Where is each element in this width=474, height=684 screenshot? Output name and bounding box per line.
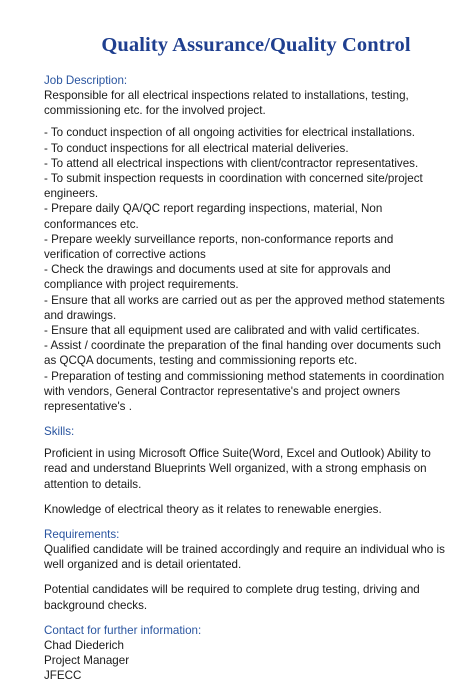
contact-role: Project Manager <box>44 654 130 668</box>
contact-heading: Contact for further information: <box>44 623 202 637</box>
job-duties-list <box>44 125 448 414</box>
skills-paragraph: Proficient in using Microsoft Office Suite(Word, Excel and Outlook) Ability to read and understand Blueprints Well organized, with a strong emphasis on attention to details. <box>44 447 431 491</box>
skills-heading: Skills: <box>44 425 75 439</box>
skills-section <box>44 424 448 517</box>
job-description-heading: Job Description: <box>44 74 128 87</box>
skills-knowledge-paragraph: Knowledge of electrical theory as it relates to renewable energies. <box>44 502 382 516</box>
list-item: - Assist / coordinate the preparation of the final handing over documents such as QCQA documents, testing and commissioning reports etc. <box>44 339 442 368</box>
requirements-section <box>44 527 448 613</box>
list-item: - To conduct inspections for all electrical material deliveries. <box>44 141 349 155</box>
job-description-intro: Responsible for all electrical inspections related to installations, testing, commissioning etc. for the involved project. <box>44 89 409 118</box>
list-item: - To submit inspection requests in coordination with concerned site/project engineers. <box>44 172 423 201</box>
contact-organization: JFECC <box>44 669 82 683</box>
requirements-checks-paragraph: Potential candidates will be required to complete drug testing, driving and background checks. <box>44 583 420 612</box>
list-item: - Ensure that all works are carried out as per the approved method statements and drawings. <box>44 293 445 322</box>
job-description-section <box>44 73 448 414</box>
contact-name: Chad Diederich <box>44 638 124 652</box>
list-item: - Check the drawings and documents used at site for approvals and compliance with project requirements. <box>44 263 391 292</box>
list-item: - Prepare weekly surveillance reports, non-conformance reports and verification of corrective actions <box>44 232 394 262</box>
requirements-heading: Requirements: <box>44 528 120 542</box>
contact-section <box>44 623 448 684</box>
list-item: - To attend all electrical inspections with client/contractor representatives. <box>44 156 419 170</box>
list-item: - Preparation of testing and commissioning method statements in coordination with vendors, General Contractor representative's and project owners representative's . <box>44 369 445 414</box>
list-item: - To conduct inspection of all ongoing activities for electrical installations. <box>44 126 415 140</box>
list-item: - Ensure that all equipment used are calibrated and with valid certificates. <box>44 324 420 338</box>
list-item: - Prepare daily QA/QC report regarding inspections, material, Non conformances etc. <box>44 202 383 231</box>
requirements-paragraph: Qualified candidate will be trained accordingly and require an individual who is well organized and is detail orientated. <box>44 543 445 572</box>
page-title: Quality Assurance/Quality Control <box>101 34 411 56</box>
